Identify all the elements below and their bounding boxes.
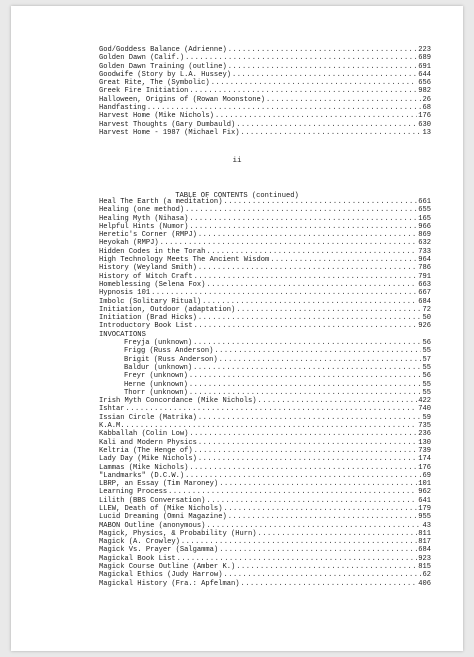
toc-leader-dots bbox=[194, 322, 418, 330]
toc-leader-dots bbox=[189, 372, 422, 380]
toc-entry-page: 684 bbox=[418, 297, 431, 306]
toc-entry bbox=[99, 112, 431, 120]
toc-entry-page: 43 bbox=[422, 521, 431, 530]
toc-entry-title: Baldur (unknown) bbox=[124, 363, 193, 372]
toc-leader-dots bbox=[206, 497, 417, 505]
toc-leader-dots bbox=[147, 104, 422, 112]
toc-entry-page: 176 bbox=[418, 112, 431, 121]
toc-entry-page: 733 bbox=[418, 247, 431, 256]
toc-leader-dots bbox=[160, 239, 418, 247]
toc-leader-dots bbox=[189, 223, 417, 231]
toc-entry-page: 62 bbox=[422, 571, 431, 580]
toc-entry-page: 223 bbox=[418, 46, 431, 54]
toc-leader-dots bbox=[168, 488, 417, 496]
toc-entry bbox=[99, 571, 431, 579]
toc-entry bbox=[99, 239, 431, 247]
toc-entry-page: 667 bbox=[418, 289, 431, 298]
toc-entry bbox=[99, 505, 431, 513]
toc-entry-page: 56 bbox=[422, 339, 431, 348]
toc-leader-dots bbox=[198, 414, 422, 422]
toc-entry-page: 869 bbox=[418, 231, 431, 240]
toc-leader-dots bbox=[189, 381, 422, 389]
toc-leader-dots bbox=[198, 314, 422, 322]
toc-entry bbox=[99, 372, 431, 380]
toc-leader-dots bbox=[223, 505, 417, 513]
toc-leader-dots bbox=[198, 231, 417, 239]
toc-entry-title: Golden Dawn Training (outline) bbox=[99, 62, 227, 71]
toc-entry bbox=[99, 364, 431, 372]
toc-leader-dots bbox=[219, 480, 417, 488]
toc-entry-page: 174 bbox=[418, 455, 431, 464]
toc-entry bbox=[99, 555, 431, 563]
toc-entry bbox=[99, 563, 431, 571]
toc-leader-dots bbox=[126, 405, 418, 413]
toc-entry-title: Golden Dawn (Calif.) bbox=[99, 54, 185, 63]
toc-entry bbox=[99, 273, 431, 281]
toc-entry bbox=[99, 256, 431, 264]
toc-leader-dots bbox=[193, 364, 421, 372]
toc-entry bbox=[99, 314, 431, 322]
toc-leader-dots bbox=[240, 580, 417, 588]
toc-entry-page: 811 bbox=[418, 529, 431, 538]
toc-leader-dots bbox=[228, 46, 418, 54]
toc-entry-page: 632 bbox=[418, 239, 431, 248]
toc-leader-dots bbox=[185, 54, 417, 62]
toc-leader-dots bbox=[206, 248, 417, 256]
toc-entry bbox=[99, 54, 431, 62]
toc-entry-page: 661 bbox=[418, 198, 431, 206]
toc-entry-title: Hidden Codes in the Torah bbox=[99, 247, 206, 256]
toc-entry-page: 663 bbox=[418, 280, 431, 289]
toc-entry bbox=[99, 322, 431, 330]
toc-leader-dots bbox=[228, 513, 418, 521]
toc-leader-dots bbox=[211, 79, 418, 87]
toc-leader-dots bbox=[194, 447, 418, 455]
toc-entry-page: 926 bbox=[418, 322, 431, 331]
toc-entry-title: Herne (unknown) bbox=[124, 380, 188, 389]
toc-entry-page: 406 bbox=[418, 579, 431, 588]
toc-entry bbox=[99, 63, 431, 71]
toc-entry bbox=[99, 298, 431, 306]
toc-entry-page: 13 bbox=[422, 128, 431, 137]
toc-entry bbox=[99, 121, 431, 129]
toc-entry-page: 641 bbox=[418, 496, 431, 505]
toc-entry-title: High Technology Meets The Ancient Wisdom bbox=[99, 256, 270, 265]
toc-entry-title: God/Goddess Balance (Adrienne) bbox=[99, 46, 227, 54]
toc-entry bbox=[99, 464, 431, 472]
toc-leader-dots bbox=[198, 264, 417, 272]
toc-entry bbox=[99, 580, 431, 588]
toc-entry-page: 630 bbox=[418, 120, 431, 129]
toc-entry bbox=[99, 538, 431, 546]
toc-leader-dots bbox=[181, 538, 417, 546]
toc-entry-title: Magick Course Outline (Amber K.) bbox=[99, 563, 236, 572]
toc-entry bbox=[99, 513, 431, 521]
toc-entry bbox=[99, 472, 431, 480]
toc-entry-page: 55 bbox=[422, 347, 431, 356]
toc-entry-title: Greek Fire Initiation bbox=[99, 87, 189, 96]
toc-entry-title: Magick (A. Crowley) bbox=[99, 538, 180, 547]
toc-entry-page: 691 bbox=[418, 62, 431, 71]
toc-list-before-invocations bbox=[99, 198, 431, 331]
toc-entry bbox=[99, 430, 431, 438]
toc-entry-title: Magick Vs. Prayer (Salgamma) bbox=[99, 546, 219, 555]
toc-entry-page: 644 bbox=[418, 70, 431, 79]
toc-entry-title: Handfasting bbox=[99, 104, 146, 113]
toc-entry bbox=[99, 488, 431, 496]
toc-entry bbox=[99, 546, 431, 554]
toc-entry-title: Imbolc (Solitary Ritual) bbox=[99, 297, 202, 306]
toc-leader-dots bbox=[151, 289, 417, 297]
toc-leader-dots bbox=[219, 546, 417, 554]
toc-leader-dots bbox=[228, 63, 418, 71]
toc-entry-title: Learning Process bbox=[99, 488, 168, 497]
toc-entry-page: 236 bbox=[418, 430, 431, 439]
toc-entry-title: Kabballah (Colin Low) bbox=[99, 430, 189, 439]
toc-entry bbox=[99, 422, 431, 430]
toc-entry bbox=[99, 46, 431, 54]
toc-entry-title: Lilith (BBS Conversation) bbox=[99, 496, 206, 505]
toc-entry bbox=[99, 79, 431, 87]
toc-entry-title: Heyokah (RMPJ) bbox=[99, 239, 159, 248]
toc-entry-title: Harvest Home - 1987 (Michael Fix) bbox=[99, 128, 240, 137]
toc-entry-title: Healing Myth (Nihasa) bbox=[99, 214, 189, 223]
toc-entry-page: 69 bbox=[422, 471, 431, 480]
toc-entry bbox=[99, 439, 431, 447]
toc-entry-title: Helpful Hints (Numor) bbox=[99, 222, 189, 231]
toc-entry bbox=[99, 206, 431, 214]
toc-entry-title: Kali and Modern Physics bbox=[99, 438, 197, 447]
toc-entry bbox=[99, 306, 431, 314]
toc-entry bbox=[99, 231, 431, 239]
toc-entry-title: Issian Circle (Matrika) bbox=[99, 413, 197, 422]
toc-entry-title: LBRP, an Essay (Tim Maroney) bbox=[99, 480, 219, 489]
toc-entry-title: Magickal Ethics (Judy Harrow) bbox=[99, 571, 223, 580]
toc-entry-title: Lady Day (Mike Nichols) bbox=[99, 455, 197, 464]
toc-entry-page: 982 bbox=[418, 87, 431, 96]
toc-leader-dots bbox=[240, 129, 421, 137]
document-page bbox=[11, 6, 463, 651]
toc-entry-title: MABON Outline (anonymous) bbox=[99, 521, 206, 530]
toc-entry-page: 130 bbox=[418, 438, 431, 447]
toc-entry-title: History (Weyland Smith) bbox=[99, 264, 197, 273]
toc-entry bbox=[99, 71, 431, 79]
toc-entry bbox=[99, 405, 431, 413]
toc-entry-page: 55 bbox=[422, 388, 431, 397]
toc-entry-page: 656 bbox=[418, 79, 431, 88]
toc-entry bbox=[99, 389, 431, 397]
toc-entry-page: 26 bbox=[422, 95, 431, 104]
toc-entry-page: 689 bbox=[418, 54, 431, 63]
toc-continued-heading: TABLE OF CONTENTS (continued) bbox=[175, 192, 299, 200]
toc-entry-page: 923 bbox=[418, 554, 431, 563]
toc-entry-title: Freyja (unknown) bbox=[124, 339, 193, 348]
toc-list-top bbox=[99, 46, 431, 137]
toc-leader-dots bbox=[258, 530, 418, 538]
toc-entry-page: 165 bbox=[418, 214, 431, 223]
toc-entry bbox=[99, 530, 431, 538]
toc-entry-page: 964 bbox=[418, 256, 431, 265]
toc-entry-title: Healing (one method) bbox=[99, 206, 185, 215]
toc-entry-title: Freyr (unknown) bbox=[124, 372, 188, 381]
toc-entry-page: 740 bbox=[418, 405, 431, 414]
toc-entry-page: 962 bbox=[418, 488, 431, 497]
toc-entry-title: Thorr (unknown) bbox=[124, 388, 188, 397]
toc-entry-title: Heretic's Corner (RMPJ) bbox=[99, 231, 197, 240]
toc-entry bbox=[99, 281, 431, 289]
toc-entry bbox=[99, 248, 431, 256]
toc-leader-dots bbox=[270, 256, 417, 264]
toc-entry-title: Hypnosis 101 bbox=[99, 289, 151, 298]
toc-entry-page: 55 bbox=[422, 380, 431, 389]
toc-leader-dots bbox=[266, 96, 421, 104]
toc-entry-title: Lammas (Mike Nichols) bbox=[99, 463, 189, 472]
toc-entry-page: 817 bbox=[418, 538, 431, 547]
toc-entry-page: 57 bbox=[422, 355, 431, 364]
toc-entry-title: Lucid Dreaming (Omni Magazine) bbox=[99, 513, 227, 522]
toc-entry-title: Initiation, Outdoor (adaptation) bbox=[99, 305, 236, 314]
toc-entry-title: Ishtar bbox=[99, 405, 125, 414]
toc-leader-dots bbox=[202, 298, 417, 306]
toc-entry bbox=[99, 356, 431, 364]
toc-entry-title: Irish Myth Concordance (Mike Nichols) bbox=[99, 397, 257, 406]
toc-entry-page: 684 bbox=[418, 546, 431, 555]
toc-entry-page: 735 bbox=[418, 422, 431, 431]
toc-entry-title: Halloween, Origins of (Rowan Moonstone) bbox=[99, 95, 266, 104]
toc-leader-dots bbox=[198, 455, 417, 463]
toc-leader-dots bbox=[189, 430, 417, 438]
toc-leader-dots bbox=[189, 87, 417, 95]
invocations-label: INVOCATIONS bbox=[99, 330, 146, 339]
toc-entry bbox=[99, 87, 431, 95]
toc-leader-dots bbox=[193, 339, 421, 347]
toc-leader-dots bbox=[126, 422, 418, 430]
toc-entry-title: Harvest Thoughts (Gary Dumbauld) bbox=[99, 120, 236, 129]
toc-entry-page: 101 bbox=[418, 480, 431, 489]
toc-entry-page: 56 bbox=[422, 372, 431, 381]
toc-entry bbox=[99, 289, 431, 297]
toc-entry-page: 791 bbox=[418, 272, 431, 281]
toc-entry-page: 179 bbox=[418, 504, 431, 513]
toc-entry bbox=[99, 96, 431, 104]
toc-leader-dots bbox=[206, 522, 421, 530]
toc-entry-page: 739 bbox=[418, 446, 431, 455]
toc-entry-title: Magickal History (Fra.: Apfelman) bbox=[99, 579, 240, 588]
toc-list-main bbox=[99, 198, 431, 588]
toc-leader-dots bbox=[189, 389, 422, 397]
toc-entry-page: 815 bbox=[418, 563, 431, 572]
toc-entry bbox=[99, 455, 431, 463]
toc-entry bbox=[99, 480, 431, 488]
toc-entry-page: 955 bbox=[418, 513, 431, 522]
toc-leader-dots bbox=[214, 347, 421, 355]
toc-entry-title: Frigg (Russ Anderson) bbox=[124, 347, 214, 356]
toc-entry-page: 68 bbox=[422, 104, 431, 113]
toc-entry bbox=[99, 264, 431, 272]
toc-entry-page: 786 bbox=[418, 264, 431, 273]
toc-leader-dots bbox=[198, 439, 417, 447]
toc-leader-dots bbox=[219, 356, 422, 364]
toc-entry-title: K.A.M. bbox=[99, 422, 125, 431]
toc-list-invocations bbox=[99, 339, 431, 397]
toc-leader-dots bbox=[236, 306, 421, 314]
toc-leader-dots bbox=[236, 121, 417, 129]
toc-entry-title: Heal The Earth (a meditation) bbox=[99, 198, 223, 206]
toc-entry bbox=[99, 397, 431, 405]
toc-entry-page: 655 bbox=[418, 206, 431, 215]
toc-leader-dots bbox=[185, 206, 417, 214]
toc-leader-dots bbox=[236, 563, 417, 571]
toc-entry-title: Brigit (Russ Anderson) bbox=[124, 355, 218, 364]
toc-entry-title: Magick, Physics, & Probability (Hurn) bbox=[99, 529, 257, 538]
toc-leader-dots bbox=[177, 555, 418, 563]
toc-entry-title: Goodwife (Story by L.A. Hussey) bbox=[99, 70, 231, 79]
toc-entry bbox=[99, 215, 431, 223]
toc-entry-title: Magickal Book List bbox=[99, 554, 176, 563]
toc-entry bbox=[99, 522, 431, 530]
toc-entry bbox=[99, 447, 431, 455]
toc-leader-dots bbox=[206, 281, 417, 289]
toc-entry-page: 59 bbox=[422, 413, 431, 422]
toc-leader-dots bbox=[194, 273, 418, 281]
toc-entry bbox=[99, 129, 431, 137]
toc-entry bbox=[99, 497, 431, 505]
toc-entry-page: 72 bbox=[422, 305, 431, 314]
toc-entry-page: 50 bbox=[422, 314, 431, 323]
toc-entry-title: History of Witch Craft bbox=[99, 272, 193, 281]
toc-leader-dots bbox=[189, 464, 417, 472]
toc-entry-title: Harvest Home (Mike Nichols) bbox=[99, 112, 214, 121]
toc-entry-title: LLEW, Death of (Mike Nichols) bbox=[99, 504, 223, 513]
page-number: ii bbox=[232, 157, 242, 165]
toc-leader-dots bbox=[258, 397, 418, 405]
toc-entry-title: Homeblessing (Selena Fox) bbox=[99, 280, 206, 289]
toc-entry bbox=[99, 414, 431, 422]
toc-leader-dots bbox=[223, 571, 421, 579]
toc-entry bbox=[99, 104, 431, 112]
toc-entry bbox=[99, 381, 431, 389]
toc-entry bbox=[99, 347, 431, 355]
toc-leader-dots bbox=[223, 198, 417, 206]
toc-entry-title: Keltria (The Henge of) bbox=[99, 446, 193, 455]
toc-list-after-invocations bbox=[99, 397, 431, 588]
toc-entry-title: Initiation (Brad Hicks) bbox=[99, 314, 197, 323]
toc-leader-dots bbox=[185, 472, 421, 480]
toc-entry bbox=[99, 223, 431, 231]
toc-entry-title: Introductory Book List bbox=[99, 322, 193, 331]
toc-leader-dots bbox=[215, 112, 417, 120]
toc-entry-page: 55 bbox=[422, 363, 431, 372]
toc-leader-dots bbox=[232, 71, 417, 79]
toc-entry-page: 422 bbox=[418, 397, 431, 406]
toc-entry bbox=[99, 198, 431, 206]
toc-entry-page: 966 bbox=[418, 222, 431, 231]
toc-entry-title: Great Rite, The (Symbolic) bbox=[99, 79, 210, 88]
toc-entry-page: 176 bbox=[418, 463, 431, 472]
toc-entry-title: "Landmarks" (D.C.W.) bbox=[99, 471, 185, 480]
toc-entry bbox=[99, 339, 431, 347]
toc-leader-dots bbox=[189, 215, 417, 223]
